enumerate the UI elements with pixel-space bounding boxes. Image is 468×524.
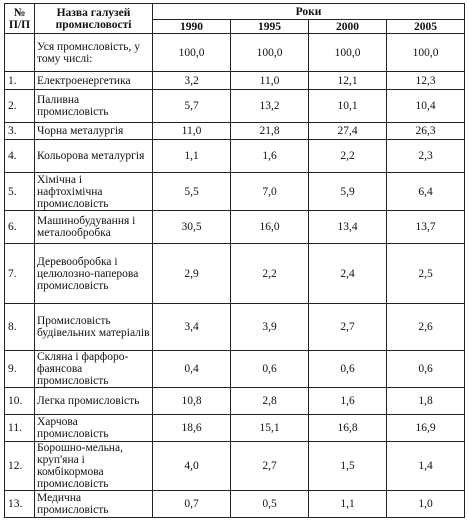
row-value-2000: 2,2: [309, 140, 387, 173]
row-industry-name: Скляна і фарфоро-фаянсова промисловість: [35, 351, 153, 388]
row-value-2005: 2,3: [387, 140, 465, 173]
row-value-1995: 0,6: [231, 351, 309, 388]
row-value-1990: 100,0: [153, 34, 231, 72]
row-value-1995: 11,0: [231, 72, 309, 90]
row-number: 13.: [5, 491, 35, 518]
header-year-1990: 1990: [153, 20, 231, 34]
row-value-2005: 13,7: [387, 211, 465, 244]
table-row: [5, 211, 465, 244]
row-value-1995: 100,0: [231, 34, 309, 72]
row-value-2005: 6,4: [387, 173, 465, 211]
table-row: [5, 173, 465, 211]
table-row: [5, 123, 465, 140]
header-years: Роки: [153, 4, 465, 20]
row-value-2000: 1,5: [309, 442, 387, 491]
row-number: 6.: [5, 211, 35, 244]
row-value-2005: 1,4: [387, 442, 465, 491]
row-industry-name: Уся промисловість, у тому числі:: [35, 34, 153, 72]
row-industry-name: Електроенергетика: [35, 72, 153, 90]
table-row: [5, 90, 465, 123]
table-row: [5, 72, 465, 90]
table-row: [5, 304, 465, 351]
row-value-1990: 5,5: [153, 173, 231, 211]
row-industry-name: Деревообробка і целюлозно-паперова промисловість: [35, 244, 153, 304]
row-value-1990: 11,0: [153, 123, 231, 140]
row-industry-name: Медична промисловість: [35, 491, 153, 518]
row-industry-name: Промисловість будівельних матеріалів: [35, 304, 153, 351]
row-number: 8.: [5, 304, 35, 351]
row-value-1995: 2,8: [231, 388, 309, 415]
row-value-1995: 16,0: [231, 211, 309, 244]
industry-structure-table: [4, 3, 465, 518]
table-row: [5, 491, 465, 518]
row-value-1990: 4,0: [153, 442, 231, 491]
row-value-2005: 1,8: [387, 388, 465, 415]
row-value-1990: 18,6: [153, 415, 231, 442]
header-year-1995: 1995: [231, 20, 309, 34]
row-value-2000: 16,8: [309, 415, 387, 442]
row-value-1990: 5,7: [153, 90, 231, 123]
row-value-1990: 0,7: [153, 491, 231, 518]
row-value-2005: 2,5: [387, 244, 465, 304]
row-value-2005: 2,6: [387, 304, 465, 351]
row-industry-name: Кольорова металургія: [35, 140, 153, 173]
row-value-2000: 27,4: [309, 123, 387, 140]
row-industry-name: Легка промисловість: [35, 388, 153, 415]
row-industry-name: Хімічна і нафтохімічна промисловість: [35, 173, 153, 211]
row-value-2005: 100,0: [387, 34, 465, 72]
row-industry-name: Паливна промисловість: [35, 90, 153, 123]
row-value-1990: 1,1: [153, 140, 231, 173]
header-industry-name: Назва галузей промисловості: [35, 4, 153, 34]
row-value-1995: 21,8: [231, 123, 309, 140]
row-value-2000: 1,6: [309, 388, 387, 415]
row-value-2000: 2,7: [309, 304, 387, 351]
row-value-2000: 1,1: [309, 491, 387, 518]
row-value-2005: 12,3: [387, 72, 465, 90]
row-industry-name: Машинобудування і металообробка: [35, 211, 153, 244]
row-value-2000: 2,4: [309, 244, 387, 304]
row-value-2000: 10,1: [309, 90, 387, 123]
row-number: 9.: [5, 351, 35, 388]
row-value-1990: 30,5: [153, 211, 231, 244]
row-value-1990: 3,4: [153, 304, 231, 351]
row-number: 7.: [5, 244, 35, 304]
row-value-2005: 26,3: [387, 123, 465, 140]
row-value-1995: 1,6: [231, 140, 309, 173]
row-value-1995: 13,2: [231, 90, 309, 123]
row-number: 1.: [5, 72, 35, 90]
table-row: [5, 140, 465, 173]
row-value-1995: 3,9: [231, 304, 309, 351]
row-value-1995: 2,7: [231, 442, 309, 491]
row-value-1995: 0,5: [231, 491, 309, 518]
row-number: 2.: [5, 90, 35, 123]
row-value-1990: 0,4: [153, 351, 231, 388]
row-value-1995: 7,0: [231, 173, 309, 211]
row-value-1990: 2,9: [153, 244, 231, 304]
row-value-2005: 16,9: [387, 415, 465, 442]
row-industry-name: Харчова промисловість: [35, 415, 153, 442]
row-industry-name: Чорна металургія: [35, 123, 153, 140]
row-number: 4.: [5, 140, 35, 173]
table-row: [5, 388, 465, 415]
row-value-2000: 5,9: [309, 173, 387, 211]
row-number: 11.: [5, 415, 35, 442]
row-value-1995: 15,1: [231, 415, 309, 442]
row-industry-name: Борошно-мельна, круп'яна і комбікормова промисловість: [35, 442, 153, 491]
row-value-2000: 13,4: [309, 211, 387, 244]
row-value-1990: 10,8: [153, 388, 231, 415]
row-value-2000: 0,6: [309, 351, 387, 388]
row-value-1990: 3,2: [153, 72, 231, 90]
row-value-2000: 100,0: [309, 34, 387, 72]
header-year-2005: 2005: [387, 20, 465, 34]
row-number: 5.: [5, 173, 35, 211]
row-value-2000: 12,1: [309, 72, 387, 90]
row-value-2005: 1,0: [387, 491, 465, 518]
row-number: 10.: [5, 388, 35, 415]
header-number: № П/П: [5, 4, 35, 34]
header-year-2000: 2000: [309, 20, 387, 34]
table-row: [5, 244, 465, 304]
table-row: [5, 442, 465, 491]
table-row: [5, 34, 465, 72]
row-number: 3.: [5, 123, 35, 140]
row-value-2005: 0,6: [387, 351, 465, 388]
row-value-1995: 2,2: [231, 244, 309, 304]
row-number: [5, 34, 35, 72]
row-value-2005: 10,4: [387, 90, 465, 123]
table-row: [5, 351, 465, 388]
row-number: 12.: [5, 442, 35, 491]
table-row: [5, 415, 465, 442]
